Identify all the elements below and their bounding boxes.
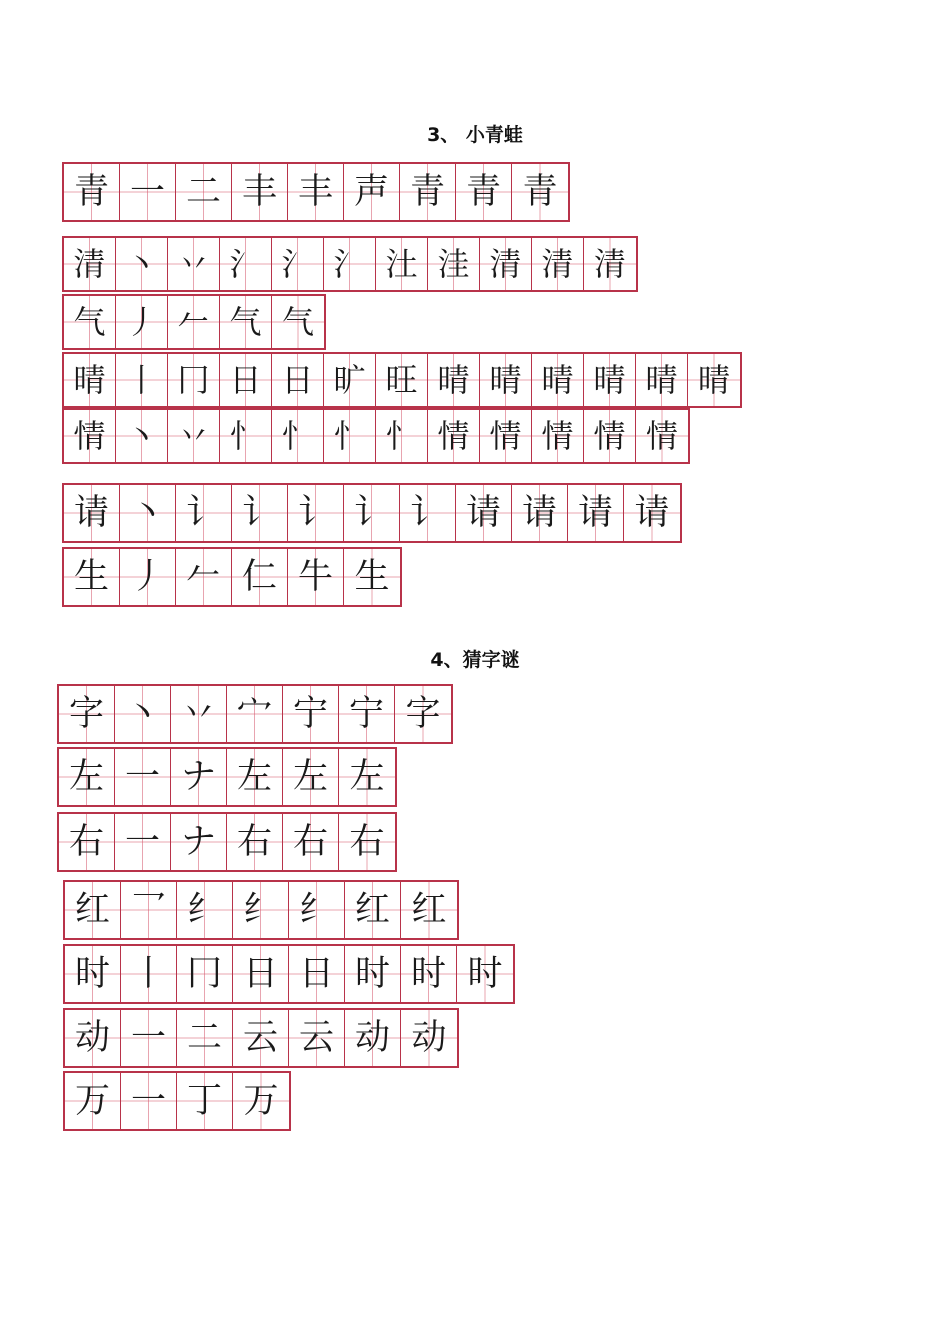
stroke-step-cell: 氵 xyxy=(220,238,272,290)
stroke-step-cell: 日 xyxy=(272,354,324,406)
stroke-step-cell: 丁 xyxy=(177,1073,233,1129)
stroke-step-cell: 纟 xyxy=(233,882,289,938)
stroke-row-青 xyxy=(62,162,570,222)
stroke-step-cell: 晴 xyxy=(532,354,584,406)
stroke-step-cell: 丿 xyxy=(120,549,176,605)
stroke-step-cell: 动 xyxy=(345,1010,401,1066)
stroke-step-cell: 云 xyxy=(289,1010,345,1066)
stroke-step-cell: 讠 xyxy=(344,485,400,541)
stroke-step-cell: 一 xyxy=(115,749,171,805)
stroke-row-清 xyxy=(62,236,638,292)
character-cell: 字 xyxy=(59,686,115,742)
stroke-step-cell: 声 xyxy=(344,164,400,220)
stroke-step-cell: 生 xyxy=(344,549,400,605)
stroke-step-cell: 丶 xyxy=(116,238,168,290)
stroke-step-cell: 忄 xyxy=(272,410,324,462)
stroke-step-cell: 忄 xyxy=(324,410,376,462)
stroke-step-cell: 红 xyxy=(401,882,457,938)
stroke-step-cell: 青 xyxy=(456,164,512,220)
stroke-step-cell: 日 xyxy=(220,354,272,406)
stroke-row-时 xyxy=(63,944,515,1004)
stroke-step-cell: 晴 xyxy=(584,354,636,406)
stroke-row-左 xyxy=(57,747,397,807)
stroke-step-cell: 纟 xyxy=(289,882,345,938)
stroke-step-cell: 丷 xyxy=(168,238,220,290)
stroke-step-cell: 旷 xyxy=(324,354,376,406)
stroke-step-cell: 云 xyxy=(233,1010,289,1066)
stroke-step-cell: 晴 xyxy=(636,354,688,406)
stroke-step-cell: 讠 xyxy=(288,485,344,541)
stroke-step-cell: 青 xyxy=(512,164,568,220)
character-cell: 气 xyxy=(64,296,116,348)
stroke-step-cell: 左 xyxy=(227,749,283,805)
stroke-step-cell: 丨 xyxy=(116,354,168,406)
stroke-step-cell: 时 xyxy=(457,946,513,1002)
stroke-row-情 xyxy=(62,408,690,464)
stroke-step-cell: 冂 xyxy=(177,946,233,1002)
stroke-step-cell: 丰 xyxy=(232,164,288,220)
stroke-step-cell: 丶 xyxy=(120,485,176,541)
character-cell: 红 xyxy=(65,882,121,938)
stroke-step-cell: 丶 xyxy=(115,686,171,742)
section-title-2: 4、猜字谜 xyxy=(430,649,520,671)
stroke-step-cell: 忄 xyxy=(220,410,272,462)
stroke-step-cell: 旺 xyxy=(376,354,428,406)
stroke-step-cell: 右 xyxy=(283,814,339,870)
character-cell: 时 xyxy=(65,946,121,1002)
stroke-step-cell: 日 xyxy=(289,946,345,1002)
stroke-step-cell: 请 xyxy=(512,485,568,541)
stroke-step-cell: 请 xyxy=(624,485,680,541)
stroke-step-cell: 丷 xyxy=(168,410,220,462)
character-cell: 晴 xyxy=(64,354,116,406)
character-cell: 右 xyxy=(59,814,115,870)
stroke-step-cell: 左 xyxy=(283,749,339,805)
stroke-row-万 xyxy=(63,1071,291,1131)
stroke-step-cell: 𠂉 xyxy=(168,296,220,348)
stroke-row-字 xyxy=(57,684,453,744)
stroke-step-cell: 情 xyxy=(584,410,636,462)
stroke-step-cell: 一 xyxy=(120,164,176,220)
stroke-step-cell: 仁 xyxy=(232,549,288,605)
stroke-step-cell: 清 xyxy=(480,238,532,290)
stroke-step-cell: 晴 xyxy=(480,354,532,406)
stroke-step-cell: 汢 xyxy=(376,238,428,290)
stroke-step-cell: 丰 xyxy=(288,164,344,220)
stroke-step-cell: 二 xyxy=(177,1010,233,1066)
stroke-step-cell: 洼 xyxy=(428,238,480,290)
stroke-step-cell: 左 xyxy=(339,749,395,805)
stroke-row-右 xyxy=(57,812,397,872)
stroke-step-cell: 晴 xyxy=(688,354,740,406)
stroke-step-cell: 冂 xyxy=(168,354,220,406)
stroke-step-cell: 氵 xyxy=(324,238,376,290)
stroke-step-cell: 乛 xyxy=(121,882,177,938)
stroke-step-cell: ナ xyxy=(171,749,227,805)
character-cell: 左 xyxy=(59,749,115,805)
stroke-step-cell: 宁 xyxy=(339,686,395,742)
stroke-step-cell: 右 xyxy=(339,814,395,870)
stroke-row-请 xyxy=(62,483,682,543)
stroke-step-cell: 一 xyxy=(121,1073,177,1129)
stroke-step-cell: 丶 xyxy=(116,410,168,462)
stroke-step-cell: 一 xyxy=(121,1010,177,1066)
stroke-step-cell: 字 xyxy=(395,686,451,742)
stroke-step-cell: 牛 xyxy=(288,549,344,605)
stroke-step-cell: 情 xyxy=(480,410,532,462)
stroke-step-cell: 二 xyxy=(176,164,232,220)
stroke-step-cell: 清 xyxy=(584,238,636,290)
stroke-step-cell: 动 xyxy=(401,1010,457,1066)
stroke-step-cell: 纟 xyxy=(177,882,233,938)
character-cell: 动 xyxy=(65,1010,121,1066)
stroke-step-cell: 丷 xyxy=(171,686,227,742)
stroke-row-生 xyxy=(62,547,402,607)
character-cell: 万 xyxy=(65,1073,121,1129)
stroke-step-cell: 气 xyxy=(272,296,324,348)
stroke-step-cell: 讠 xyxy=(176,485,232,541)
stroke-step-cell: 青 xyxy=(400,164,456,220)
stroke-step-cell: 情 xyxy=(428,410,480,462)
character-cell: 情 xyxy=(64,410,116,462)
stroke-step-cell: 时 xyxy=(401,946,457,1002)
stroke-step-cell: 情 xyxy=(636,410,688,462)
section-title-1: 3、 小青蛙 xyxy=(427,124,523,146)
stroke-step-cell: 请 xyxy=(456,485,512,541)
stroke-row-红 xyxy=(63,880,459,940)
stroke-step-cell: 右 xyxy=(227,814,283,870)
stroke-row-气 xyxy=(62,294,326,350)
stroke-step-cell: 红 xyxy=(345,882,401,938)
stroke-row-晴 xyxy=(62,352,742,408)
character-cell: 青 xyxy=(64,164,120,220)
character-cell: 清 xyxy=(64,238,116,290)
stroke-step-cell: 一 xyxy=(115,814,171,870)
stroke-step-cell: 丨 xyxy=(121,946,177,1002)
stroke-step-cell: 万 xyxy=(233,1073,289,1129)
stroke-step-cell: 讠 xyxy=(232,485,288,541)
stroke-step-cell: 𠂉 xyxy=(176,549,232,605)
stroke-step-cell: 日 xyxy=(233,946,289,1002)
stroke-step-cell: 氵 xyxy=(272,238,324,290)
stroke-step-cell: 宁 xyxy=(283,686,339,742)
stroke-step-cell: 请 xyxy=(568,485,624,541)
character-cell: 请 xyxy=(64,485,120,541)
stroke-step-cell: 讠 xyxy=(400,485,456,541)
stroke-step-cell: 清 xyxy=(532,238,584,290)
stroke-step-cell: 宀 xyxy=(227,686,283,742)
stroke-row-动 xyxy=(63,1008,459,1068)
stroke-step-cell: 气 xyxy=(220,296,272,348)
stroke-step-cell: 情 xyxy=(532,410,584,462)
stroke-step-cell: 晴 xyxy=(428,354,480,406)
stroke-step-cell: ナ xyxy=(171,814,227,870)
stroke-step-cell: 忄 xyxy=(376,410,428,462)
character-cell: 生 xyxy=(64,549,120,605)
stroke-step-cell: 时 xyxy=(345,946,401,1002)
stroke-step-cell: 丿 xyxy=(116,296,168,348)
